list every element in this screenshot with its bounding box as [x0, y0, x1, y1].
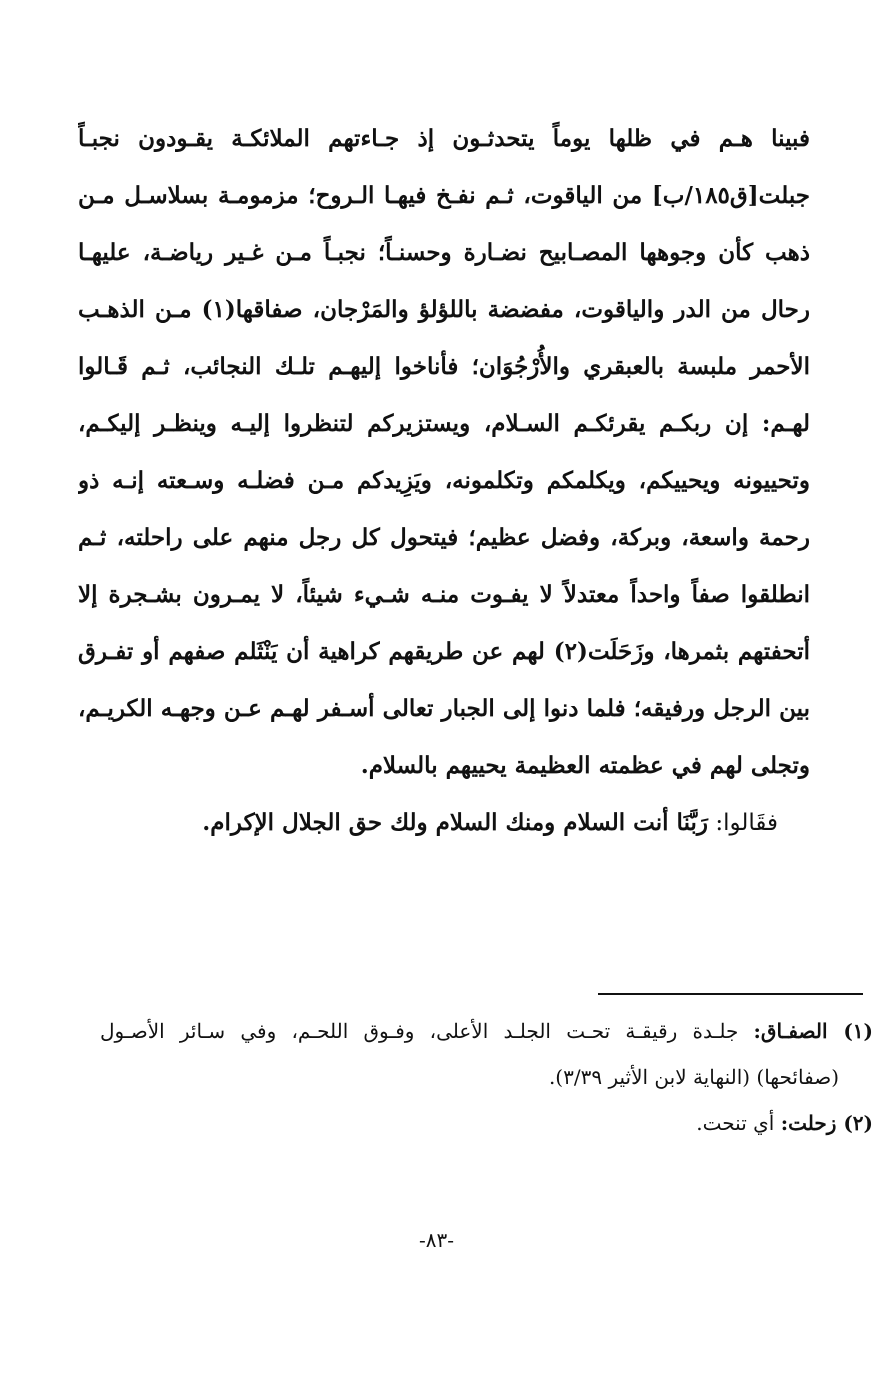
text-line-8: رحمة واسعة، وبركة، وفضل عظيم؛ فيتحول كل رجل منهم على راحلته، ثـم	[78, 524, 810, 551]
closing-speaker: فقَالوا:	[715, 810, 778, 836]
text-line-5: الأحمر ملبسة بالعبقري والأُرْجُوَان؛ فأناخوا إليهـم تلـك النجائب، ثـم قَـالوا	[78, 353, 810, 380]
text-line-3: ذهب كأن وجوهها المصـابيح نضـارة وحسنـاً؛ نجبـاً مـن غـير رياضـة، عليهـا	[78, 239, 810, 266]
text-line-6: لهـم: إن ربكـم يقرئكـم السـلام، ويستزيركم لتنظروا إليـه وينظـر إليكـم،	[78, 410, 810, 437]
footnote-1-continuation: (صفائحها) (النهاية لابن الأثير ٣/٣٩).	[548, 1065, 839, 1089]
closing-paragraph	[78, 794, 810, 851]
text-line-12: وتجلى لهم في عظمته العظيمة يحييهم بالسلام.	[360, 752, 810, 779]
footnote-2-label: (٢) زحلت:	[780, 1111, 873, 1135]
text-line-7: وتحييونه ويحييكم، ويكلمكم وتكلمونه، ويَزِيدكم مـن فضلـه وسـعته إنـه ذو	[78, 467, 810, 494]
text-line-2: جبلت[ق١٨٥/ب] من الياقوت، ثـم نفـخ فيهـا الـروح؛ مزمومـة بسلاسـل مـن	[78, 182, 810, 209]
text-line-11: بين الرجل ورفيقه؛ فلما دنوا إلى الجبار تعالى أسـفر لهـم عـن وجهـه الكريـم،	[78, 695, 810, 722]
footnote-1-label: (١) الصفـاق:	[753, 1019, 873, 1043]
closing-quote: رَبَّنَا أنت السلام ومنك السلام ولك حق الجلال الإكرام.	[202, 809, 709, 836]
text-line-4: رحال من الدر والياقوت، مفضضة باللؤلؤ والمَرْجان، صفاقها(١) مـن الذهـب	[78, 296, 810, 323]
footnote-2-text: أي تنحت.	[696, 1111, 775, 1135]
footnotes-block	[100, 1008, 873, 1146]
footnote-1-text: جلـدة رقيقـة تحـت الجلـد الأعلى، وفـوق اللحـم، وفي سـائر الأصـول	[100, 1019, 739, 1043]
footnote-2	[100, 1100, 873, 1146]
footnote-separator	[598, 993, 863, 995]
footnote-1	[100, 1008, 873, 1054]
page-number: -٨٣-	[418, 1228, 454, 1252]
text-line-1: فبينا هـم في ظلها يوماً يتحدثـون إذ جـاءتهم الملائكـة يقـودون نجبـاً	[78, 125, 810, 152]
main-text-block	[78, 110, 810, 851]
text-line-9: انطلقوا صفاً واحداً معتدلاً لا يفـوت منـه شـيء شيئاً، لا يمـرون بشـجرة إلا	[78, 581, 810, 608]
text-line-10: أتحفتهم بثمرها، وزَحَلَت(٢) لهم عن طريقهم كراهية أن يَنْثَلم صفهم أو تفـرق	[78, 638, 810, 665]
